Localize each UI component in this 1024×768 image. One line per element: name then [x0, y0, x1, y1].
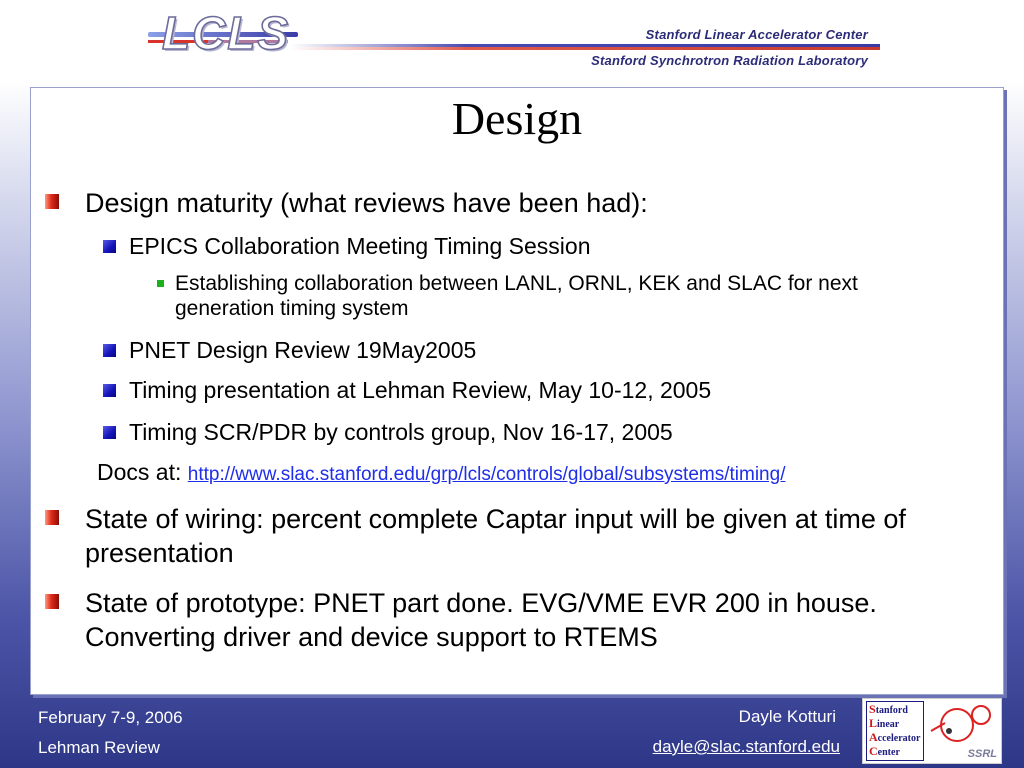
badge-slac-text: Stanford Linear Accelerator Center	[869, 702, 921, 758]
bullet-text: PNET Design Review 19May2005	[129, 337, 477, 363]
footer-date: February 7-9, 2006	[38, 708, 183, 727]
red-square-bullet-icon	[45, 594, 59, 609]
bullet-text: EPICS Collaboration Meeting Timing Session	[129, 233, 591, 259]
bullet-text: Establishing collaboration between LANL, ORNL, KEK and SLAC for next generation timing system	[175, 272, 858, 320]
slide-content	[30, 87, 1004, 695]
red-square-bullet-icon	[45, 194, 59, 209]
ssrl-ring-icon	[925, 701, 997, 749]
slac-ssrl-badge	[862, 698, 1002, 764]
lcls-logo	[148, 7, 291, 62]
email-link[interactable]: dayle@slac.stanford.edu	[652, 737, 840, 756]
slide-header	[0, 0, 1024, 78]
header-rule-red	[290, 47, 880, 50]
blue-square-bullet-icon	[103, 384, 116, 397]
bullet-text: State of wiring: percent complete Captar input will be given at time of presentation	[85, 504, 906, 568]
bullet-text: Timing SCR/PDR by controls group, Nov 16-17, 2005	[129, 419, 673, 445]
blue-square-bullet-icon	[103, 240, 116, 253]
slide-title: Design	[451, 93, 583, 144]
blue-square-bullet-icon	[103, 344, 116, 357]
logo-text: LCLS	[162, 7, 291, 59]
footer-author: Dayle Kotturi	[738, 707, 836, 726]
footer-email	[653, 737, 840, 757]
badge-ssrl-text: SSRL	[967, 748, 997, 760]
org-name-ssrl: Stanford Synchrotron Radiation Laboratory	[591, 53, 868, 68]
docs-link[interactable]: http://www.slac.stanford.edu/grp/lcls/controls/global/subsystems/timing/	[187, 464, 786, 485]
org-name-slac: Stanford Linear Accelerator Center	[645, 27, 868, 42]
blue-square-bullet-icon	[103, 426, 116, 439]
docs-line	[97, 458, 785, 489]
bullet-text: Timing presentation at Lehman Review, May 10-12, 2005	[129, 377, 712, 403]
bullet-text: State of prototype: PNET part done. EVG/VME EVR 200 in house. Converting driver and device support to RTEMS	[85, 588, 877, 652]
red-square-bullet-icon	[45, 510, 59, 525]
footer-event: Lehman Review	[38, 738, 160, 757]
bullet-text: Design maturity (what reviews have been had):	[85, 188, 648, 218]
docs-label: Docs at:	[97, 459, 182, 485]
green-square-bullet-icon	[157, 280, 164, 287]
